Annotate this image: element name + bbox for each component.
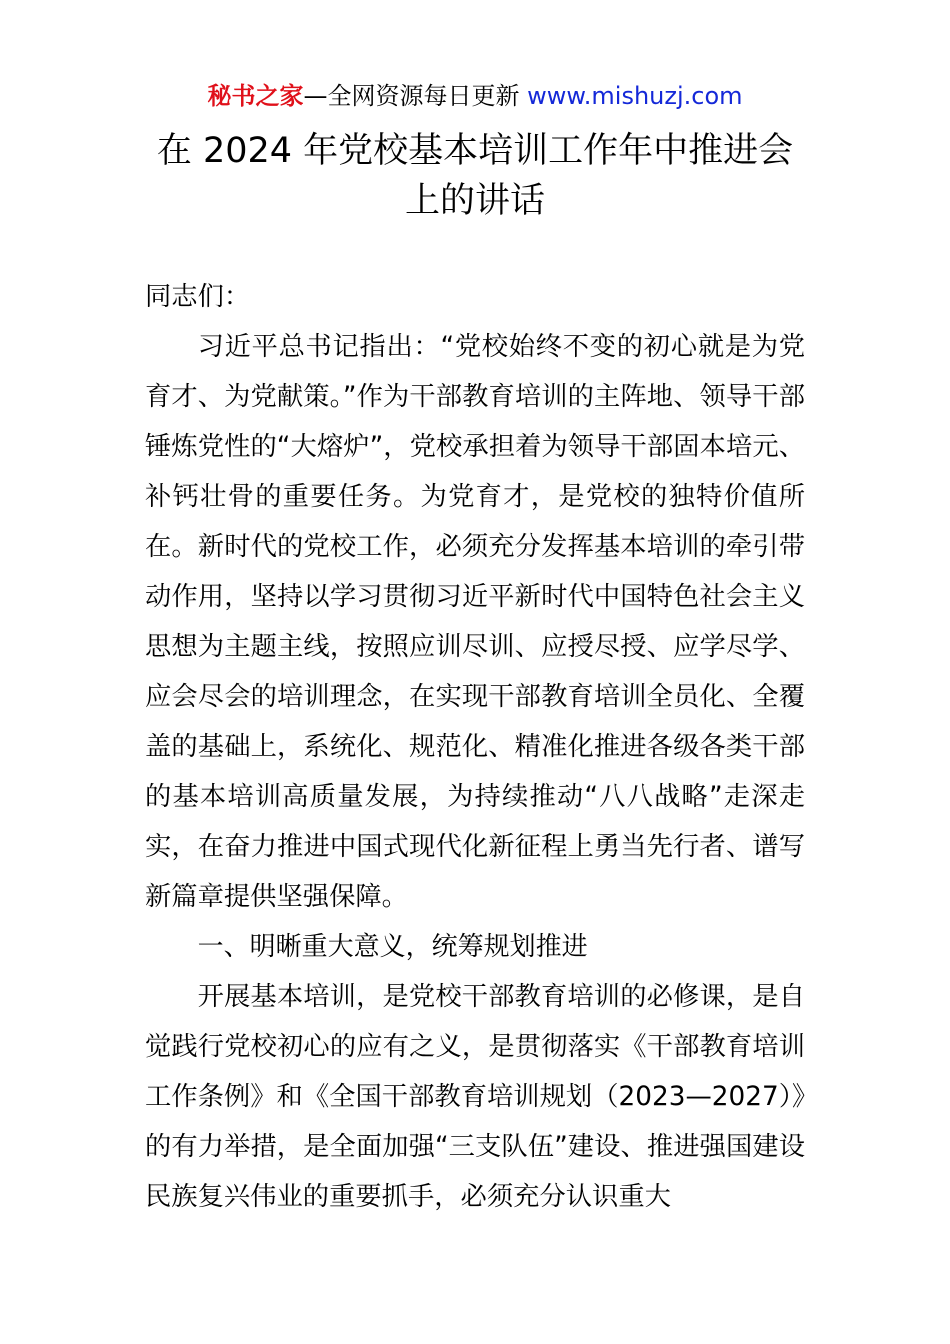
body-paragraph: 习近平总书记指出：“党校始终不变的初心就是为党育才、为党献策。”作为干部教育培训的主阵地、领导干部锤炼党性的“大熔炉”，党校承担着为领导干部固本培元、补钙壮骨的重要任务。为党育才，是党校的独特价值所在。新时代的党校工作，必须充分发挥基本培训的牵引带动作用，坚持以学习贯彻习近平新时代中国特色社会主义思想为主题主线，按照应训尽训、应授尽授、应学尽学、应会尽会的培训理念，在实现干部教育培训全员化、全覆盖的基础上，系统化、规范化、精准化推进各级各类干部的基本培训高质量发展，为持续推动“八八战略”走深走实，在奋力推进中国式现代化新征程上勇当先行者、谱写新篇章提供坚强保障。 <box>145 332 805 912</box>
document-body <box>145 272 805 1222</box>
section-heading: 一、明晰重大意义，统筹规划推进 <box>197 932 588 962</box>
site-brand: 秘书之家 <box>207 82 304 110</box>
body-paragraph: 开展基本培训，是党校干部教育培训的必修课，是自觉践行党校初心的应有之义，是贯彻落实《干部教育培训工作条例》和《全国干部教育培训规划（2023—2027）》的有力举措，是全面加强“三支队伍”建设、推进强国建设民族复兴伟业的重要抓手，必须充分认识重大 <box>145 982 805 1212</box>
document-title: 在 2024 年党校基本培训工作年中推进会上的讲话 <box>156 131 794 221</box>
site-url-link[interactable]: www.mishuzj.com <box>527 82 743 110</box>
site-header <box>0 80 950 112</box>
salutation: 同志们： <box>145 282 251 312</box>
site-tagline: —全网资源每日更新 <box>303 82 528 110</box>
